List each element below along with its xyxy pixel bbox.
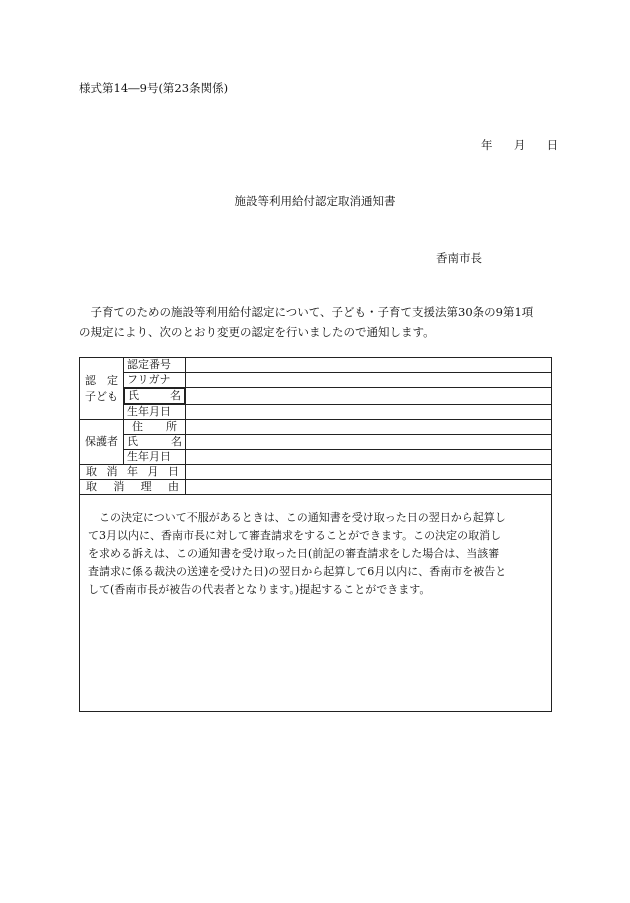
cancel-date-char-1: 取 <box>86 465 97 478</box>
cancel-reason-char-3: 理 <box>140 480 152 493</box>
form-number: 様式第14―9号(第23条関係) <box>79 81 229 95</box>
date-year: 年 <box>481 138 493 152</box>
cancel-reason-label <box>80 480 186 495</box>
child-birthdate-label: 生年月日 <box>124 405 186 420</box>
body-line-2: の規定により、次のとおり変更の認定を行いましたので通知します。 <box>79 325 435 339</box>
sender-name: 香南市長 <box>436 251 482 265</box>
cert-number-field[interactable] <box>186 358 552 373</box>
cancel-date-field[interactable] <box>186 465 552 480</box>
notice-line-4: 査請求に係る裁決の送達を受けた日)の翌日から起算して6月以内に、香南市を被告と <box>88 565 507 578</box>
guardian-name-label-b: 名 <box>171 435 182 448</box>
notice-line-3: を求める訴えは、この通知書を受け取った日(前記の審査請求をした場合は、当該審 <box>88 547 500 560</box>
guardian-birthdate-label: 生年月日 <box>124 450 186 465</box>
body-line-1: 子育てのための施設等利用給付認定について、子ども・子育て支援法第30条の9第1項 <box>90 305 534 319</box>
guardian-address-label-a: 住 <box>132 420 143 433</box>
child-group-label-line1: 認 定 <box>85 373 118 387</box>
cancel-reason-char-1: 取 <box>86 480 97 493</box>
form-table <box>79 357 552 712</box>
child-name-label-a: 氏 <box>128 389 139 402</box>
guardian-birthdate-field[interactable] <box>186 450 552 465</box>
cancel-reason-char-2: 消 <box>113 480 125 493</box>
cancel-reason-char-4: 由 <box>167 480 179 493</box>
date-month: 月 <box>513 138 526 152</box>
child-name-label-b: 名 <box>170 389 181 402</box>
child-name-field[interactable] <box>186 388 552 405</box>
guardian-address-label-b: 所 <box>166 420 177 433</box>
cancel-date-char-2: 消 <box>106 465 118 478</box>
cancel-date-label <box>80 465 186 480</box>
furigana-label: フリガナ <box>124 373 186 388</box>
guardian-name-label <box>124 435 186 450</box>
cancel-date-char-5: 日 <box>168 465 179 478</box>
notice-line-5: して(香南市長が被告の代表者となります。)提起することができます。 <box>88 583 431 596</box>
child-birthdate-field[interactable] <box>186 405 552 420</box>
guardian-name-label-a: 氏 <box>127 435 138 448</box>
guardian-group-label: 保護者 <box>80 420 124 465</box>
document-title: 施設等利用給付認定取消通知書 <box>234 194 396 208</box>
child-group-label-line2: 子ども <box>85 389 118 403</box>
furigana-field[interactable] <box>186 373 552 388</box>
cancel-date-char-3: 年 <box>127 465 138 478</box>
cancel-reason-field[interactable] <box>186 480 552 495</box>
notice-line-2: て3月以内に、香南市長に対して審査請求をすることができます。この決定の取消し <box>88 529 502 542</box>
guardian-name-field[interactable] <box>186 435 552 450</box>
date-day: 日 <box>546 138 559 152</box>
guardian-address-field[interactable] <box>186 420 552 435</box>
appeal-notice <box>80 495 552 712</box>
body-paragraph <box>79 302 559 342</box>
notice-line-1: この決定について不服があるときは、この通知書を受け取った日の翌日から起算し <box>99 511 506 524</box>
child-name-label <box>124 388 185 404</box>
guardian-address-label <box>124 420 186 435</box>
cert-number-label: 認定番号 <box>124 358 186 373</box>
child-group-label <box>80 358 124 420</box>
cancel-date-char-4: 月 <box>147 465 159 478</box>
date-line <box>481 137 558 153</box>
